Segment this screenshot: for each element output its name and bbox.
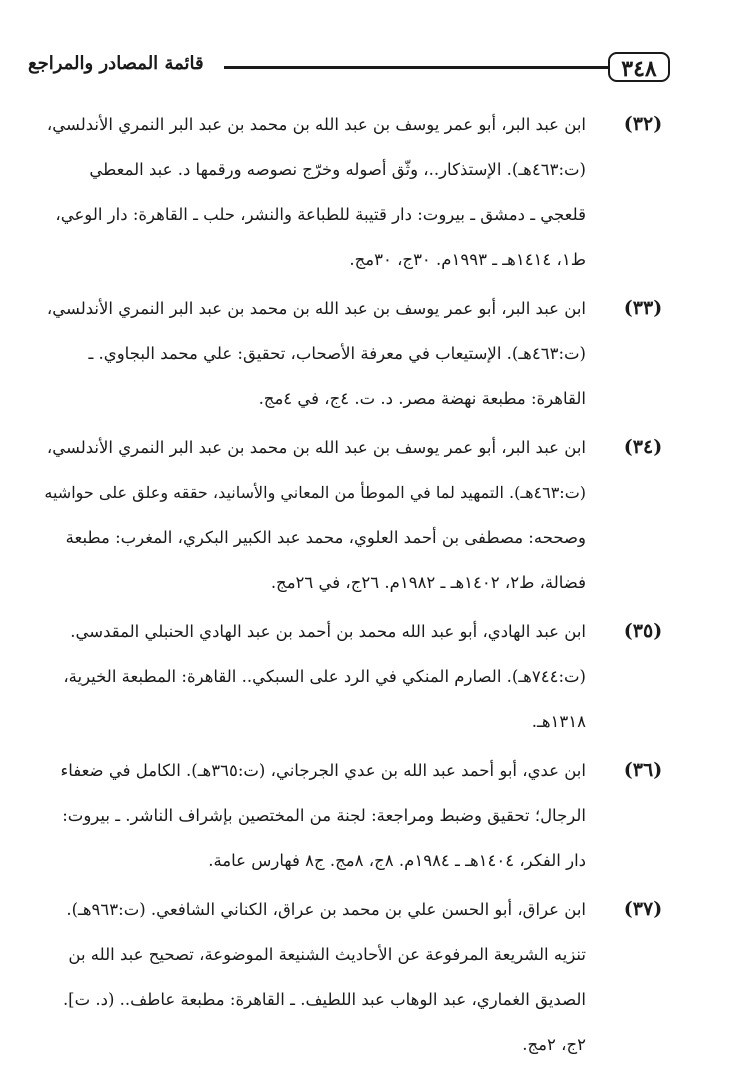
reference-list <box>28 102 670 1071</box>
entry-number: (٣٥) <box>623 620 663 642</box>
entry-number: (٣٣) <box>623 297 663 319</box>
header-title: قائمة المصادر والمراجع <box>28 53 204 74</box>
page-number: ٣٤٨ <box>608 52 670 82</box>
entry-line: ابن عبد البر، أبو عمر يوسف بن عبد الله بن محمد بن عبد البر النمري الأندلسي، <box>46 299 586 318</box>
entry-line: ٢ج، ٢مج. <box>522 1035 586 1054</box>
reference-entry <box>28 425 670 605</box>
entry-number: (٣٢) <box>623 113 663 135</box>
entry-line: فضالة، ط٢، ١٤٠٢هـ ـ ١٩٨٢م. ٢٦ج، في ٢٦مج. <box>270 573 586 592</box>
entry-line: ابن عبد البر، أبو عمر يوسف بن عبد الله بن محمد بن عبد البر النمري الأندلسي، <box>46 115 586 134</box>
entry-line: الرجال؛ تحقيق وضبط ومراجعة: لجنة من المختصين بإشراف الناشر. ـ بيروت: <box>62 806 586 825</box>
entry-text <box>28 609 586 744</box>
entry-text <box>28 748 586 883</box>
entry-line: ابن عراق، أبو الحسن علي بن محمد بن عراق، الكناني الشافعي. (ت:٩٦٣هـ). <box>66 900 586 919</box>
entry-line: القاهرة: مطبعة نهضة مصر. د. ت. ٤ج، في ٤مج. <box>258 389 586 408</box>
entry-text <box>28 102 586 282</box>
entry-line: (ت:٧٤٤هـ). الصارم المنكي في الرد على السبكي.. القاهرة: المطبعة الخيرية، <box>63 667 586 686</box>
entry-text <box>28 887 586 1067</box>
entry-line: الصديق الغماري، عبد الوهاب عبد اللطيف. ـ القاهرة: مطبعة عاطف.. (د. ت]. <box>62 990 586 1009</box>
entry-line: تنزيه الشريعة المرفوعة عن الأحاديث الشنيعة الموضوعة، تصحيح عبد الله بن <box>68 945 586 964</box>
entry-line: ابن عدي، أبو أحمد عبد الله بن عدي الجرجاني، (ت:٣٦٥هـ). الكامل في ضعفاء <box>60 761 586 780</box>
entry-line: ط١، ١٤١٤هـ ـ ١٩٩٣م. ٣٠ج، ٣٠مج. <box>349 250 586 269</box>
entry-line: ابن عبد البر، أبو عمر يوسف بن عبد الله بن محمد بن عبد البر النمري الأندلسي، <box>46 438 586 457</box>
entry-line: قلعجي ـ دمشق ـ بيروت: دار قتيبة للطباعة والنشر، حلب ـ القاهرة: دار الوعي، <box>55 205 586 224</box>
reference-entry <box>28 887 670 1067</box>
reference-entry <box>28 748 670 883</box>
entry-text <box>28 425 586 605</box>
entry-line: دار الفكر، ١٤٠٤هـ ـ ١٩٨٤م. ٨ج، ٨مج. ج٨ فهارس عامة. <box>208 851 586 870</box>
entry-line: (ت:٤٦٣هـ). التمهيد لما في الموطأ من المعاني والأسانيد، حققه وعلق على حواشيه <box>44 483 586 502</box>
reference-entry <box>28 609 670 744</box>
entry-number: (٣٤) <box>623 436 663 458</box>
reference-entry <box>28 286 670 421</box>
entry-line: (ت:٤٦٣هـ). الإستيعاب في معرفة الأصحاب، تحقيق: علي محمد البجاوي. ـ <box>88 344 586 363</box>
entry-number: (٣٧) <box>623 898 663 920</box>
entry-text <box>28 286 586 421</box>
entry-number: (٣٦) <box>623 759 663 781</box>
running-header <box>28 52 670 88</box>
entry-line: (ت:٤٦٣هـ). الإستذكار..، وثّق أصوله وخرّج نصوصه ورقمها د. عبد المعطي <box>89 160 586 179</box>
entry-line: ابن عبد الهادي، أبو عبد الله محمد بن أحمد بن عبد الهادي الحنبلي المقدسي. <box>70 622 586 641</box>
entry-line: ١٣١٨هـ. <box>531 712 586 731</box>
header-rule <box>224 66 610 69</box>
reference-entry <box>28 102 670 282</box>
entry-line: وصححه: مصطفى بن أحمد العلوي، محمد عبد الكبير البكري، المغرب: مطبعة <box>65 528 586 547</box>
